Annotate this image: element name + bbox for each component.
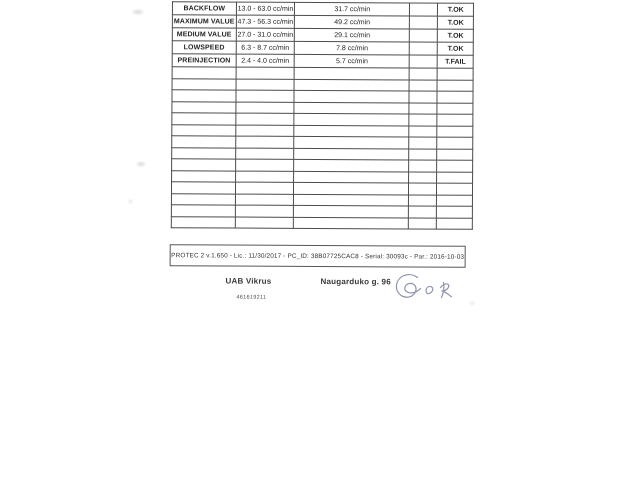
empty-cell (172, 101, 236, 113)
empty-cell (236, 102, 295, 114)
empty-cell (437, 160, 473, 172)
empty-cell (172, 78, 236, 90)
software-info-box (170, 244, 466, 268)
scan-artifact (133, 10, 143, 14)
empty-cell (172, 159, 236, 171)
empty-cell (235, 148, 294, 160)
empty-cell (235, 217, 294, 229)
empty-cell (294, 205, 409, 217)
empty-cell (235, 136, 294, 148)
cell-range: 2.4 - 4.0 cc/min (236, 54, 295, 67)
company-address: Naugarduko g. 96 (320, 277, 391, 287)
cell-measured: 29.1 cc/min (295, 28, 410, 42)
cell-extra (410, 29, 438, 42)
empty-cell (171, 182, 235, 194)
empty-cell (294, 90, 409, 102)
cell-extra (409, 55, 437, 68)
software-info-text: PROTEC 2 v.1.650 - Lic.: 11/30/2017 - PC_ID: 38B07725CAC8 - Serial: 30093c - Par.: 2016-10-03 (171, 251, 465, 261)
cell-status: T.OK (438, 42, 474, 55)
cell-parameter: MEDIUM VALUE (172, 28, 236, 41)
empty-cell (235, 125, 294, 137)
empty-cell (294, 125, 409, 137)
empty-cell (294, 113, 409, 125)
cell-measured: 7.8 cc/min (295, 41, 410, 55)
empty-cell (294, 67, 409, 79)
empty-cell (235, 159, 294, 171)
empty-cell (437, 103, 473, 115)
empty-row (171, 216, 472, 229)
cell-range: 47.3 - 56.3 cc/min (236, 15, 295, 28)
empty-cell (409, 68, 437, 80)
empty-cell (437, 68, 473, 80)
empty-cell (409, 206, 437, 218)
empty-cell (172, 136, 236, 148)
cell-measured: 49.2 cc/min (295, 15, 410, 29)
cell-parameter: PREINJECTION (172, 54, 236, 67)
scan-artifact (129, 200, 132, 203)
empty-cell (437, 126, 473, 138)
company-name: UAB Vikrus (225, 276, 272, 286)
empty-cell (409, 217, 437, 229)
cell-extra (410, 3, 438, 16)
empty-cell (236, 67, 295, 79)
empty-cell (437, 183, 473, 195)
cell-range: 27.0 - 31.0 cc/min (236, 28, 295, 41)
empty-cell (235, 194, 294, 206)
empty-cell (437, 137, 473, 149)
cell-status: T.FAIL (437, 55, 473, 68)
empty-cell (294, 194, 409, 206)
empty-cell (409, 91, 437, 103)
empty-cell (172, 147, 236, 159)
cell-measured: 5.7 cc/min (294, 54, 409, 68)
empty-cell (409, 137, 437, 149)
cell-status: T.OK (438, 3, 474, 16)
empty-cell (235, 171, 294, 183)
empty-cell (294, 217, 409, 229)
empty-cell (294, 171, 409, 183)
empty-cell (437, 195, 473, 207)
signature-stroke-e (426, 286, 433, 293)
empty-cell (437, 206, 473, 218)
empty-cell (294, 79, 409, 91)
scan-artifact (470, 302, 474, 305)
cell-range: 6.3 - 8.7 cc/min (236, 41, 295, 54)
empty-cell (437, 218, 473, 230)
measurements-body (171, 2, 473, 230)
company-code: 461619211 (236, 294, 267, 301)
empty-cell (294, 136, 409, 148)
signature-stroke-g (396, 275, 420, 298)
cell-parameter: BACKFLOW (172, 2, 236, 15)
cell-extra (410, 42, 438, 55)
empty-cell (437, 114, 473, 126)
handwritten-signature (392, 270, 462, 312)
empty-cell (409, 114, 437, 126)
empty-cell (171, 193, 235, 205)
empty-cell (409, 194, 437, 206)
empty-cell (236, 113, 295, 125)
empty-cell (409, 79, 437, 91)
scan-artifact (137, 162, 145, 166)
measurements-table (171, 1, 474, 230)
empty-cell (409, 102, 437, 114)
cell-extra (410, 16, 438, 29)
empty-cell (294, 159, 409, 171)
empty-cell (294, 102, 409, 114)
empty-cell (294, 148, 409, 160)
empty-cell (236, 79, 295, 91)
cell-parameter: MAXIMUM VALUE (172, 15, 236, 28)
empty-cell (171, 216, 235, 228)
empty-cell (409, 160, 437, 172)
empty-cell (172, 90, 236, 102)
cell-measured: 31.7 cc/min (295, 2, 410, 16)
empty-cell (171, 205, 235, 217)
empty-cell (409, 125, 437, 137)
empty-cell (437, 149, 473, 161)
empty-cell (409, 183, 437, 195)
empty-cell (172, 170, 236, 182)
cell-range: 13.0 - 63.0 cc/min (236, 2, 295, 15)
empty-cell (236, 90, 295, 102)
empty-cell (172, 124, 236, 136)
empty-cell (294, 182, 409, 194)
empty-cell (409, 171, 437, 183)
empty-cell (235, 205, 294, 217)
empty-cell (172, 113, 236, 125)
empty-cell (172, 67, 236, 79)
empty-cell (235, 182, 294, 194)
cell-parameter: LOWSPEED (172, 41, 236, 54)
empty-cell (437, 172, 473, 184)
cell-status: T.OK (438, 16, 474, 29)
empty-cell (409, 148, 437, 160)
empty-cell (437, 91, 473, 103)
empty-cell (437, 80, 473, 92)
cell-status: T.OK (438, 29, 474, 42)
